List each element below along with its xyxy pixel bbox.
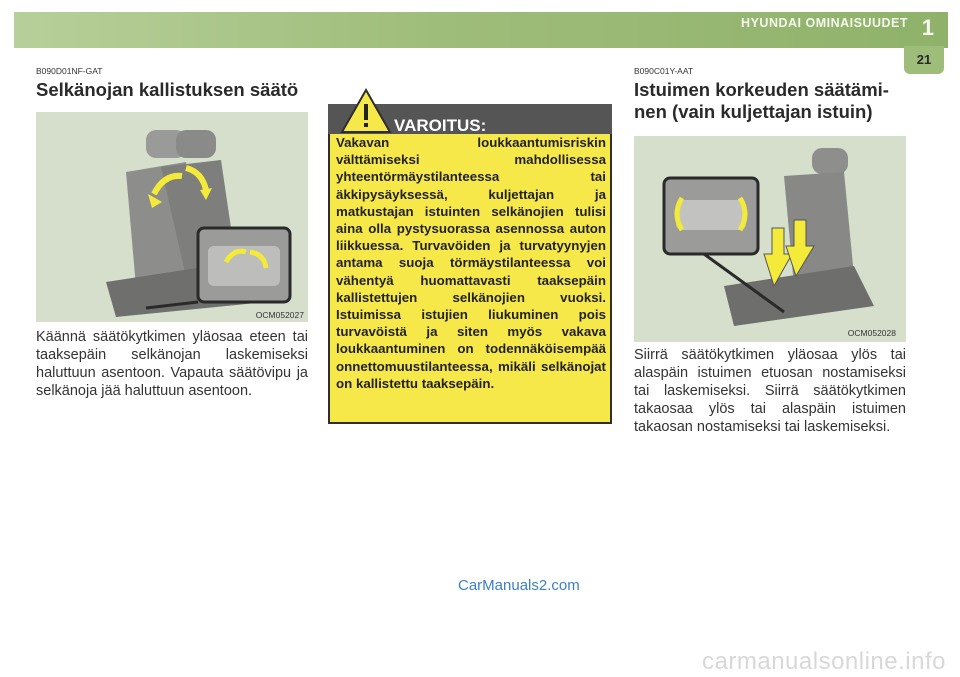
- section-heading: Selkänojan kallistuksen säätö: [36, 79, 299, 100]
- warning-title: VAROITUS:: [394, 116, 487, 135]
- section-code: B090D01NF-GAT: [36, 66, 103, 76]
- seat-height-illustration: [634, 136, 906, 342]
- section-heading-line-1: Istuimen korkeuden säätämi-: [634, 79, 889, 100]
- section-heading-line-2: nen (vain kuljettajan istuin): [634, 101, 873, 122]
- header-banner: [14, 12, 948, 48]
- seat-height-figure: [634, 136, 906, 342]
- seat-recline-figure: [36, 112, 308, 322]
- headrest-icon: [812, 148, 848, 174]
- left-body-text: Käännä säätökytkimen yläosaa eteen tai taaksepäin selkänojan laskemiseksi haluttuun asentoon. Vapauta säätövipu ja selkänoja jää haluttuun asentoon.: [36, 329, 308, 399]
- left-column: [36, 66, 308, 101]
- warning-text: Vakavan loukkaantumisriskin välttämiseksi mahdollisessa yhteentörmäystilanteessa tai äkkipysäyksessä, kuljettajan ja matkustajan istuinten selkänojien tulisi aina olla pystysuorassa asennossa auton liikkuessa. Turvavöiden ja turvatyynyjen antama suoja törmäystilanteessa voi vähentyä huomattavasti taaksepäin kallistettujen selkänojien vuoksi. Istuimissa istujien liukuminen pois turvavöistä ja siten myös vakava loukkaantuminen on todennäköisempää onnettomuustilanteessa, mikäli selkänojat on kallistettu taaksepäin.: [336, 135, 606, 391]
- figure-code: OCM052027: [255, 310, 304, 320]
- watermark-link[interactable]: CarManuals2.com: [458, 577, 580, 594]
- section-code: B090C01Y-AAT: [634, 66, 694, 76]
- figure-code: OCM052028: [847, 328, 896, 338]
- section-title: HYUNDAI OMINAISUUDET: [741, 16, 908, 30]
- seat-recline-illustration: [36, 112, 308, 322]
- right-body-text: Siirrä säätökytkimen yläosaa ylös tai alaspäin istuimen etuosan nostamiseksi tai laskemiseksi. Siirrä säätökytkimen takaosaa ylös tai alaspäin istuimen takaosan nostamiseksi tai laskemiseksi.: [634, 347, 906, 435]
- footer-watermark: carmanualsonline.info: [702, 648, 946, 675]
- page-number: 21: [904, 46, 944, 74]
- right-column: [634, 66, 906, 123]
- chapter-number: 1: [921, 15, 934, 40]
